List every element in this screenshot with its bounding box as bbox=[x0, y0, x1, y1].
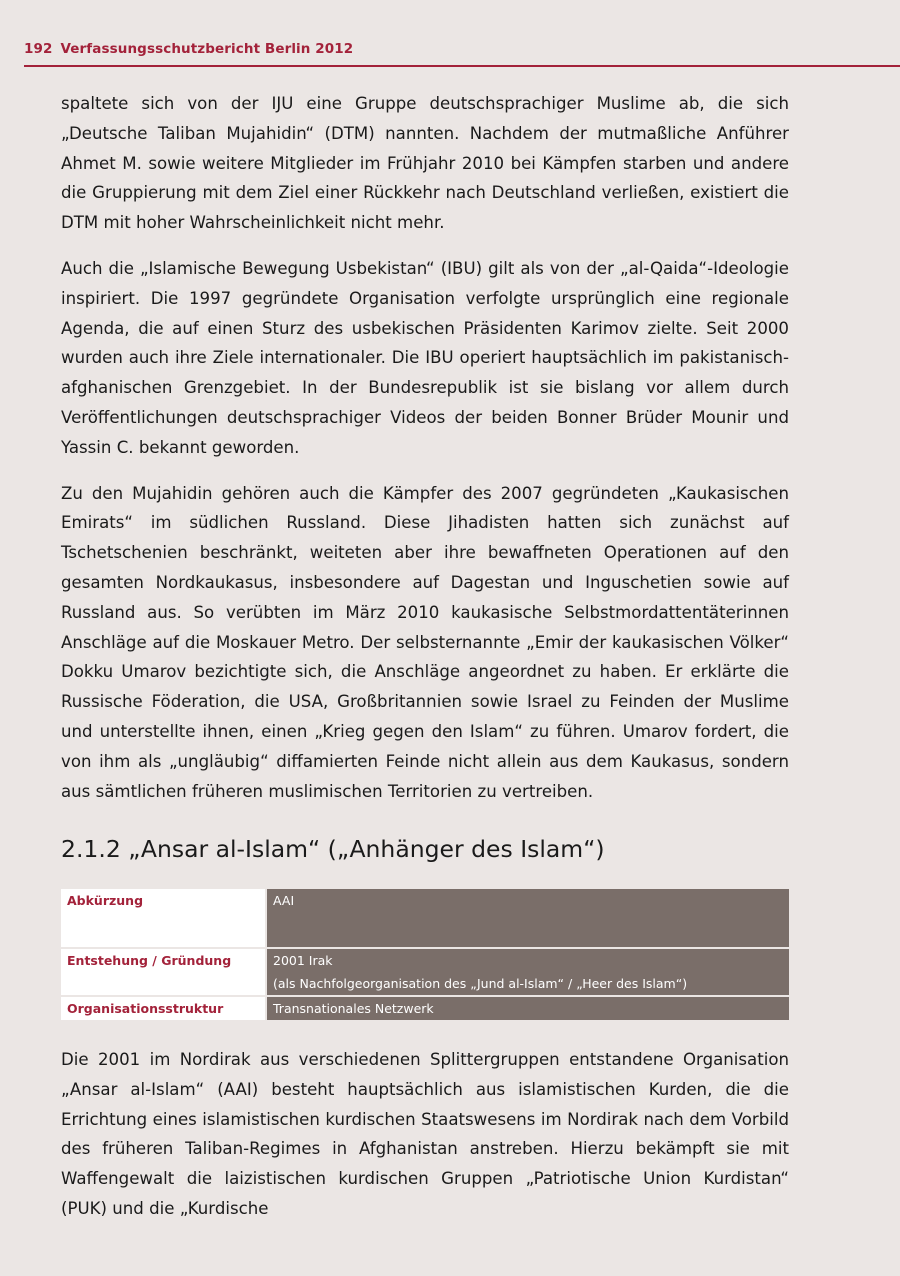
paragraph-1: spaltete sich von der IJU eine Gruppe deutschsprachiger Muslime ab, die sich „Deutsche Taliban Mujahidin“ (DTM) nannten. Nachdem der mutmaßliche Anführer Ahmet M. sowie weitere Mitglieder im Frühjahr 2010 bei Kämpfen starben und andere die Gruppierung mit dem Ziel einer Rückkehr nach Deutschland verließen, existiert die DTM mit hoher Wahrscheinlichkeit nicht mehr. bbox=[61, 94, 789, 233]
row-label: Abkürzung bbox=[61, 889, 267, 949]
row-label: Organisationsstruktur bbox=[61, 997, 267, 1022]
row-value-text: Transnationales Netzwerk bbox=[273, 1001, 434, 1016]
closing-text bbox=[61, 1045, 789, 1240]
table-row bbox=[61, 997, 789, 1022]
body-text bbox=[61, 89, 789, 822]
row-value-note: (als Nachfolgeorganisation des „Jund al-Islam“ / „Heer des Islam“) bbox=[273, 976, 688, 991]
page-number: 192 bbox=[24, 41, 53, 57]
row-value bbox=[267, 949, 789, 997]
running-header bbox=[24, 41, 900, 67]
paragraph-4: Die 2001 im Nordirak aus verschiedenen Splittergruppen entstandene Organisation „Ansar al-Islam“ (AAI) besteht hauptsächlich aus islamistischen Kurden, die die Errichtung eines islamistischen kurdischen Staatswesens im Nordirak nach dem Vorbild des früheren Taliban-Regimes in Afghanistan anstreben. Hierzu bekämpft sie mit Waffengewalt die laizistischen kurdischen Gruppen „Patriotische Union Kurdistan“ (PUK) und die „Kurdische bbox=[61, 1050, 789, 1218]
table-row bbox=[61, 949, 789, 997]
table-row bbox=[61, 889, 789, 949]
row-value-text: AAI bbox=[273, 893, 295, 908]
section-heading: 2.1.2 „Ansar al-Islam“ („Anhänger des Islam“) bbox=[61, 835, 605, 863]
row-value bbox=[267, 997, 789, 1022]
paragraph-3: Zu den Mujahidin gehören auch die Kämpfer des 2007 gegründeten „Kaukasischen Emirats“ im südlichen Russland. Diese Jihadisten hatten sich zunächst auf Tschetschenien beschränkt, weiteten aber ihre bewaffneten Operationen auf den gesamten Nordkaukasus, insbesondere auf Dagestan und Inguschetien sowie auf Russland aus. So verübten im März 2010 kaukasische Selbstmordattentäterinnen Anschläge auf die Moskauer Metro. Der selbsternannte „Emir der kaukasischen Völker“ Dokku Umarov bezichtigte sich, die Anschläge angeordnet zu haben. Er erklärte die Russische Föderation, die USA, Großbritannien sowie Israel zu Feinden der Muslime und unterstellte ihnen, einen „Krieg gegen den Islam“ zu führen. Umarov fordert, die von ihm als „ungläubig“ diffamierten Feinde nicht allein aus dem Kaukasus, sondern aus sämtlichen früheren muslimischen Territorien zu vertreiben. bbox=[61, 483, 789, 801]
running-title: Verfassungsschutzbericht Berlin 2012 bbox=[60, 41, 354, 57]
fact-table bbox=[61, 889, 789, 1022]
row-value-text: 2001 Irak bbox=[273, 953, 333, 968]
row-value bbox=[267, 889, 789, 949]
paragraph-2: Auch die „Islamische Bewegung Usbekistan“ (IBU) gilt als von der „al-Qaida“-Ideologie inspiriert. Die 1997 gegründete Organisation verfolgte ursprünglich eine regionale Agenda, die auf einen Sturz des usbekischen Präsidenten Karimov zielte. Seit 2000 wurden auch ihre Ziele internationaler. Die IBU operiert hauptsächlich im pakistanisch-afghanischen Grenzgebiet. In der Bundesrepublik ist sie bislang vor allem durch Veröffentlichungen deutschsprachiger Videos der beiden Bonner Brüder Mounir und Yassin C. bekannt geworden. bbox=[61, 258, 789, 457]
row-label: Entstehung / Gründung bbox=[61, 949, 267, 997]
